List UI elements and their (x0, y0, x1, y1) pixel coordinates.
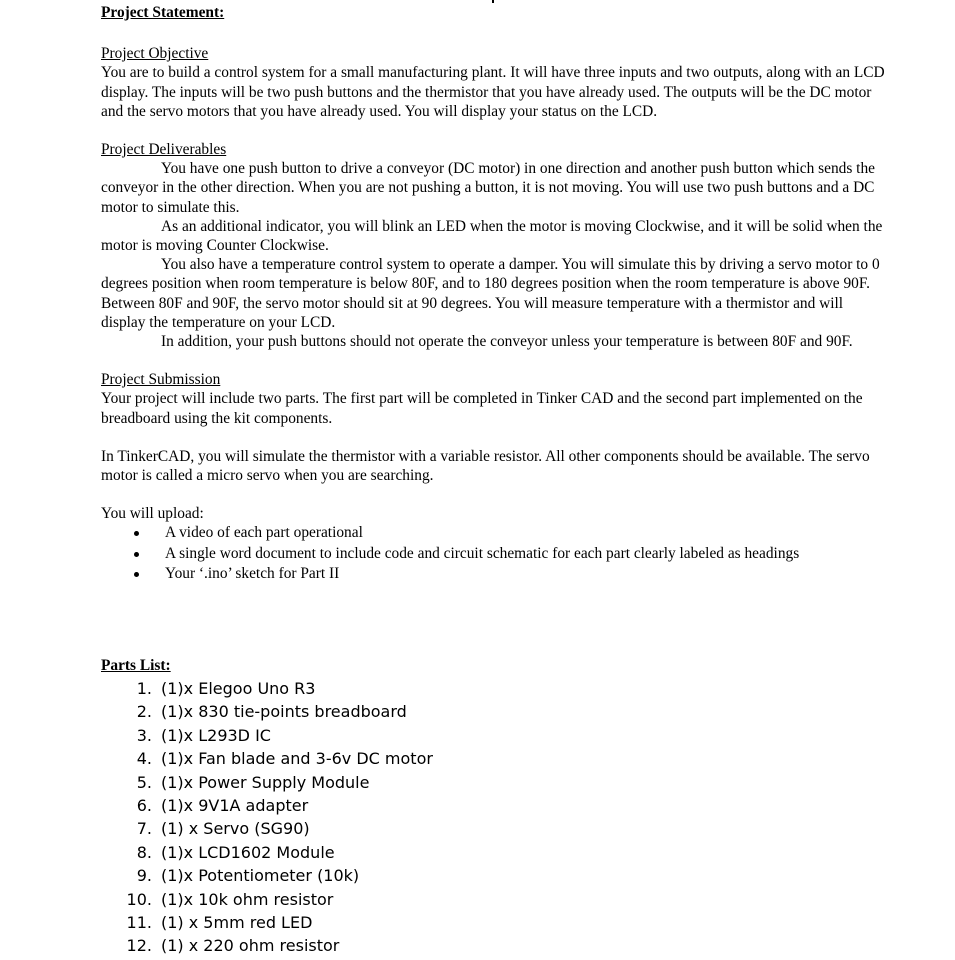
list-item (130, 724, 433, 747)
part-text: (1)x L293D IC (161, 725, 271, 745)
list-number: 5. (136, 772, 152, 792)
document-body (101, 0, 891, 585)
deliverables-paragraph: In addition, your push buttons should not operate the conveyor unless your temperature is between 80F and 90F. (161, 333, 853, 351)
deliverables-heading: Project Deliverables (101, 141, 227, 159)
deliverables-paragraph: You also have a temperature control system to operate a damper. You will simulate this by driving a servo motor to 0 degrees position when room temperature is below 80F, and to 180 degrees position when the room temperature is above 90F. Between 80F and 90F, the servo motor should sit at 90 degrees. You will measure temperature with a thermistor and will display the temperature on your LCD. (101, 256, 880, 331)
bullet-icon (134, 531, 139, 536)
part-text: (1) x Servo (SG90) (161, 819, 310, 839)
deliverables-paragraph: As an additional indicator, you will blink an LED when the motor is moving Clockwise, and it will be solid when the motor is moving Counter Clockwise. (101, 217, 883, 255)
parts-list (126, 677, 433, 958)
list-item (101, 564, 891, 585)
bullet-icon (134, 552, 139, 557)
list-item (130, 794, 433, 817)
part-text: (1)x Power Supply Module (161, 772, 370, 792)
part-text: (1) x 220 ohm resistor (161, 936, 340, 956)
project-statement-heading: Project Statement: (101, 4, 225, 21)
list-number: 3. (136, 725, 152, 745)
list-number: 10. (126, 889, 152, 909)
list-item (101, 523, 891, 544)
deliverables-paragraph: You have one push button to drive a conveyor (DC motor) in one direction and another push button which sends the conveyor in the other direction. When you are not pushing a button, it is not moving. You will use two push buttons and a DC motor to simulate this. (101, 160, 875, 216)
list-item (130, 771, 433, 794)
list-number: 9. (136, 866, 152, 886)
list-number: 8. (136, 842, 152, 862)
list-number: 4. (136, 749, 152, 769)
list-item (126, 888, 433, 911)
list-item (130, 677, 433, 700)
list-number: 11. (126, 913, 152, 933)
part-text: (1) x 5mm red LED (161, 913, 313, 933)
list-item (130, 841, 433, 864)
upload-list (101, 523, 891, 585)
list-number: 7. (136, 819, 152, 839)
bullet-icon (134, 572, 139, 577)
upload-item-text: Your ‘.ino’ sketch for Part II (165, 565, 340, 583)
submission-heading: Project Submission (101, 371, 221, 389)
list-item (130, 864, 433, 887)
list-item (126, 934, 433, 957)
submission-paragraph: In TinkerCAD, you will simulate the thermistor with a variable resistor. All other components should be available. The servo motor is called a micro servo when you are searching. (101, 447, 870, 485)
part-text: (1)x LCD1602 Module (161, 842, 335, 862)
part-text: (1)x 10k ohm resistor (161, 889, 334, 909)
parts-list-heading: Parts List: (101, 657, 171, 674)
objective-text: You are to build a control system for a small manufacturing plant. It will have three inputs and two outputs, along with an LCD display. The inputs will be two push buttons and the thermistor that you have already used. The outputs will be the DC motor and the servo motors that you have already used. You will display your status on the LCD. (101, 64, 885, 120)
submission-paragraph: Your project will include two parts. The first part will be completed in Tinker CAD and the second part implemented on the breadboard using the kit components. (101, 390, 863, 427)
list-item (126, 911, 433, 934)
list-number: 12. (126, 936, 152, 956)
part-text: (1)x Elegoo Uno R3 (161, 679, 316, 698)
list-item (130, 817, 433, 840)
list-number: 6. (136, 796, 152, 816)
upload-item-text: A single word document to include code and circuit schematic for each part clearly labeled as headings (165, 544, 800, 562)
list-number: 2. (136, 702, 152, 722)
part-text: (1)x Potentiometer (10k) (161, 866, 360, 886)
upload-intro: You will upload: (101, 505, 204, 523)
upload-item-text: A video of each part operational (165, 524, 363, 542)
list-item (130, 747, 433, 770)
list-number: 1. (136, 679, 152, 698)
part-text: (1)x Fan blade and 3-6v DC motor (161, 749, 433, 769)
list-item (101, 544, 891, 565)
objective-heading: Project Objective (101, 45, 209, 63)
part-text: (1)x 830 tie-points breadboard (161, 702, 407, 722)
part-text: (1)x 9V1A adapter (161, 796, 309, 816)
list-item (130, 700, 433, 723)
